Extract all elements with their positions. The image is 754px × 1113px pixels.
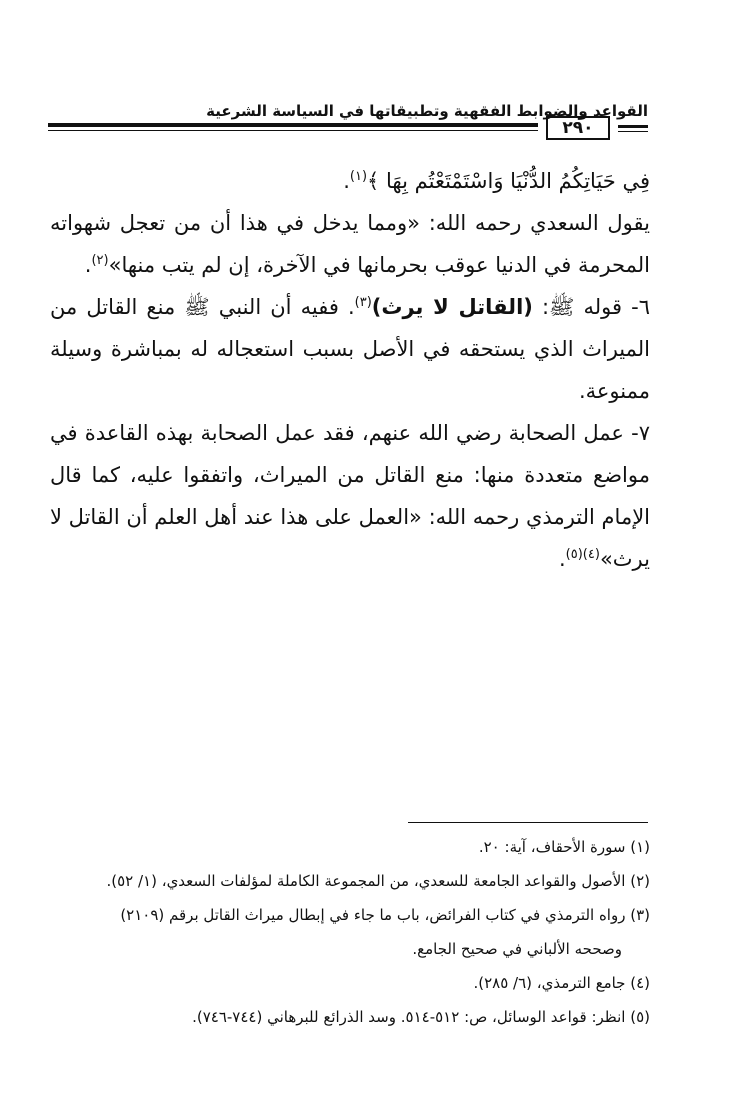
point-7-end: . bbox=[558, 547, 566, 571]
quran-verse: فِي حَيَاتِكُمُ الدُّنْيَا وَاسْتَمْتَعْتُم بِهَا ﴾ bbox=[367, 169, 650, 193]
paragraph-point-7 bbox=[50, 412, 650, 580]
hadith-text: (القاتل لا يرث) bbox=[371, 295, 533, 319]
footnotes bbox=[60, 830, 650, 1034]
paragraph-saadi: يقول السعدي رحمه الله: «ومما يدخل في هذا أن من تعجل شهواته المحرمة في الدنيا عوقب بحرمانها في الآخرة، إن لم يتب منها»$^{(٢)}$. bbox=[50, 211, 650, 277]
footnote-3-continued: وصححه الألباني في صحيح الجامع. bbox=[412, 940, 622, 958]
footnote-1: (١) سورة الأحقاف، آية: ٢٠. bbox=[478, 838, 650, 856]
header-rule-thin bbox=[48, 130, 538, 131]
running-title: القواعد والضوابط الفقهية وتطبيقاتها في السياسة الشرعية bbox=[206, 102, 648, 120]
paragraph-saadi-text: يقول السعدي رحمه الله: «ومما يدخل في هذا أن من تعجل شهواته المحرمة في الدنيا عوقب بحرمانها في الآخرة، إن لم يتب منها» bbox=[50, 211, 650, 277]
paragraph-point-6 bbox=[50, 286, 650, 412]
footnote-4: (٤) جامع الترمذي، (٦/ ٢٨٥). bbox=[473, 974, 650, 992]
point-7-text: ٧- عمل الصحابة رضي الله عنهم، فقد عمل الصحابة بهذه القاعدة في مواضع متعددة منها: منع القاتل من الميراث، واتفقوا عليه، كما قال الإمام الترمذي رحمه الله: «العمل على هذا عند أهل العلم أن القاتل لا يرث» bbox=[50, 421, 650, 571]
main-text bbox=[50, 160, 650, 580]
footnote-ref-2: (٢) bbox=[91, 253, 109, 268]
footnote-3: (٣) رواه الترمذي في كتاب الفرائض، باب ما جاء في إبطال ميراث القاتل برقم (٢١٠٩) bbox=[120, 906, 650, 924]
verse-line: فِي حَيَاتِكُمُ الدُّنْيَا وَاسْتَمْتَعْتُم بِهَا ﴾$^{(١)}$. bbox=[343, 169, 650, 193]
footnote-ref-1: (١) bbox=[349, 169, 368, 184]
page-number: ٢٩٠ bbox=[546, 116, 610, 140]
header-rule-right-thin bbox=[618, 131, 648, 132]
page-header bbox=[48, 100, 648, 144]
footnote-ref-4-5: (٤)(٥) bbox=[565, 547, 600, 562]
footnote-ref-3: (٣) bbox=[354, 295, 372, 310]
header-rule-right bbox=[618, 125, 648, 128]
footnote-5: (٥) انظر: قواعد الوسائل، ص: ٥١٢-٥١٤. وسد الذرائع للبرهاني (٧٤٤-٧٤٦). bbox=[192, 1008, 650, 1026]
point-6-rest: . ففيه أن النبي ﷺ منع القاتل من الميراث الذي يستحقه في الأصل بسبب استعجاله له بمباشرة وسيلة ممنوعة. bbox=[50, 295, 650, 403]
header-rule-thick bbox=[48, 123, 538, 127]
footnote-2: (٢) الأصول والقواعد الجامعة للسعدي، من المجموعة الكاملة لمؤلفات السعدي، (١/ ٥٢). bbox=[106, 872, 650, 890]
footnote-separator bbox=[408, 822, 648, 823]
point-6-lead: ٦- قوله ﷺ: bbox=[532, 295, 650, 319]
